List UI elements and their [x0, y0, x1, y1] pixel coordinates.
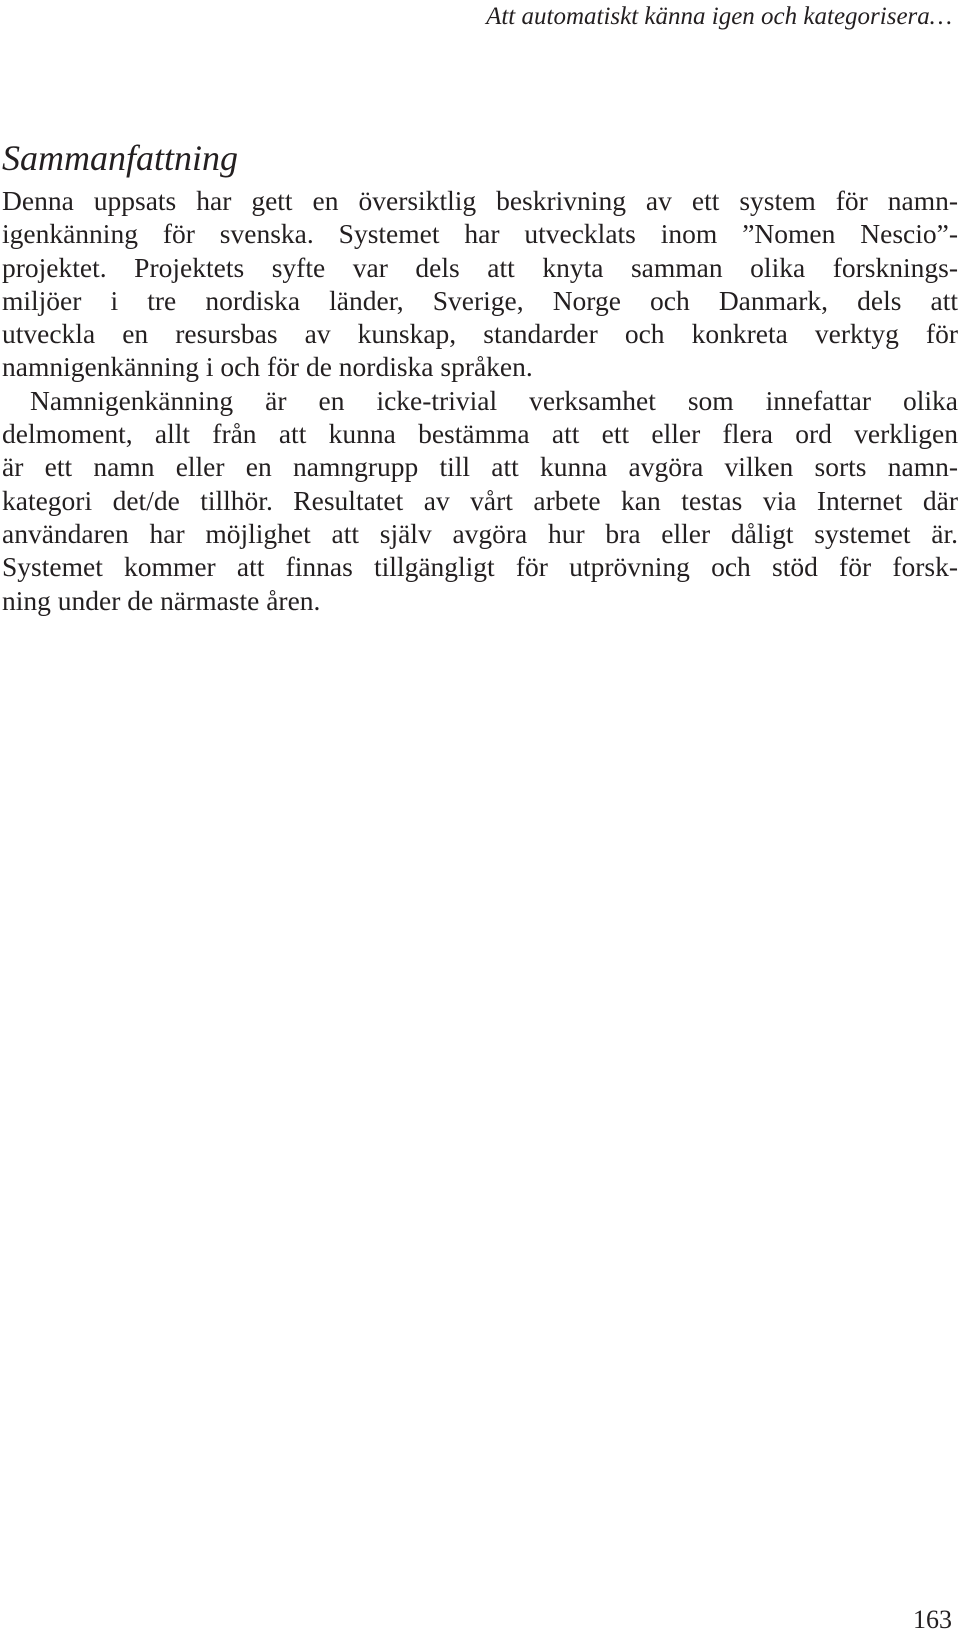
- body-line: delmoment, allt från att kunna bestämma att ett eller flera ord verkligen: [2, 418, 958, 450]
- running-header: Att automatiskt känna igen och kategorisera…: [486, 3, 952, 30]
- body-line: namnigenkänning i och för de nordiska språken.: [2, 351, 533, 383]
- page-number: 163: [913, 1605, 952, 1634]
- body-line: ning under de närmaste åren.: [2, 584, 321, 616]
- body-line: miljöer i tre nordiska länder, Sverige, Norge och Danmark, dels att: [2, 284, 958, 316]
- body-line: Systemet kommer att finnas tillgängligt för utprövning och stöd för forsk-: [2, 551, 958, 583]
- body-line: Denna uppsats har gett en översiktlig beskrivning av ett system för namn-: [2, 185, 958, 216]
- body-line: utveckla en resursbas av kunskap, standarder och konkreta verktyg för: [2, 318, 958, 350]
- body-line: igenkänning för svenska. Systemet har utvecklats inom ”Nomen Nescio”-: [2, 218, 958, 250]
- body-line: Namnigenkänning är en icke-trivial verksamhet som innefattar olika: [30, 384, 958, 416]
- section-title: Sammanfattning: [2, 138, 239, 178]
- body-line: projektet. Projektets syfte var dels att knyta samman olika forsknings-: [2, 251, 958, 283]
- body-line: är ett namn eller en namngrupp till att kunna avgöra vilken sorts namn-: [2, 451, 958, 483]
- body-line: kategori det/de tillhör. Resultatet av vårt arbete kan testas via Internet där: [2, 484, 958, 516]
- body-text: [2, 184, 958, 617]
- body-line: användaren har möjlighet att själv avgöra hur bra eller dåligt systemet är.: [2, 517, 958, 549]
